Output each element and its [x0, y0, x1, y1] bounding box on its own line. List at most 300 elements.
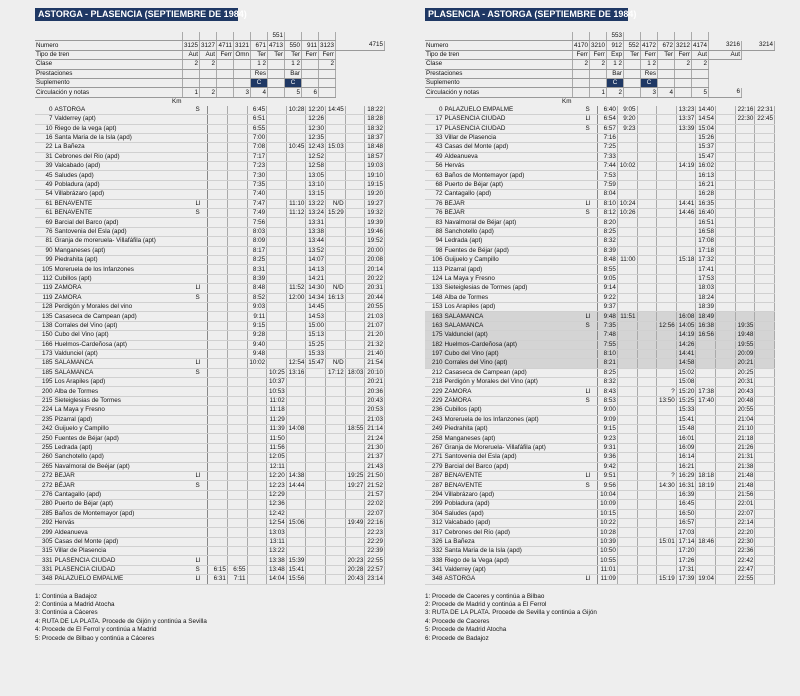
time-cell — [637, 528, 657, 537]
station-name: SALAMANCA — [443, 312, 584, 321]
time-cell — [247, 547, 267, 556]
km-cell: 49 — [35, 180, 53, 189]
time-cell: 12:26 — [306, 115, 326, 124]
time-cell: 20:10 — [365, 368, 385, 377]
arrival-departure-flag — [194, 340, 207, 349]
time-cell: 9:42 — [598, 462, 618, 471]
time-cell — [617, 462, 637, 471]
km-cell: 99 — [35, 255, 53, 264]
time-cell: 11:01 — [598, 565, 618, 574]
time-cell — [227, 321, 247, 330]
time-cell — [716, 443, 736, 452]
time-cell: 21:18 — [735, 434, 755, 443]
arrival-departure-flag — [194, 349, 207, 358]
time-cell — [345, 312, 365, 321]
time-cell — [267, 284, 287, 293]
time-cell — [617, 246, 637, 255]
header-cell — [268, 78, 285, 87]
time-cell: 14:34 — [306, 293, 326, 302]
time-cell: 17:26 — [676, 556, 696, 565]
time-cell: 22:55 — [365, 556, 385, 565]
km-cell: 287 — [425, 481, 443, 490]
time-cell: 12:23 — [267, 481, 287, 490]
km-cell: 43 — [425, 143, 443, 152]
time-cell — [227, 106, 247, 115]
time-cell: 19:46 — [365, 227, 385, 236]
time-cell — [755, 199, 775, 208]
time-cell — [716, 265, 736, 274]
header-cell: 2 — [590, 60, 607, 69]
time-cell — [345, 387, 365, 396]
time-cell: 14:26 — [676, 340, 696, 349]
time-cell — [617, 321, 637, 330]
table-row — [35, 180, 385, 189]
time-cell — [286, 162, 306, 171]
time-cell: 15:47 — [696, 152, 716, 161]
time-cell — [306, 434, 326, 443]
time-cell — [755, 265, 775, 274]
time-cell — [657, 453, 677, 462]
time-cell — [326, 331, 346, 340]
time-cell: 9:22 — [598, 293, 618, 302]
time-cell: 12:05 — [267, 453, 287, 462]
table-row — [35, 143, 385, 152]
station-name: Perdigón y Morales del Vino (apt) — [443, 378, 584, 387]
station-name: ZAMORA — [443, 396, 584, 405]
header-cell: Ter — [251, 50, 268, 59]
time-cell — [637, 133, 657, 142]
station-name: Pobladura (apd) — [53, 180, 194, 189]
time-cell — [617, 396, 637, 405]
station-name: Villar de Plasencia — [53, 547, 194, 556]
time-cell: 13:10 — [306, 180, 326, 189]
time-cell — [247, 415, 267, 424]
km-cell: 200 — [35, 387, 53, 396]
table-row — [35, 152, 385, 161]
time-cell: 14:40 — [696, 106, 716, 115]
time-cell: 7:00 — [247, 133, 267, 142]
time-cell: 16:35 — [696, 199, 716, 208]
table-row — [425, 302, 775, 311]
km-cell: 45 — [35, 171, 53, 180]
time-cell — [345, 321, 365, 330]
time-cell — [617, 518, 637, 527]
station-name: ZAMORA — [53, 284, 194, 293]
time-cell: 20:44 — [365, 293, 385, 302]
time-cell: 8:10 — [598, 199, 618, 208]
time-cell: 10:28 — [598, 528, 618, 537]
time-cell — [696, 415, 716, 424]
time-cell: 9:14 — [598, 284, 618, 293]
time-cell — [716, 321, 736, 330]
time-cell — [637, 321, 657, 330]
time-cell — [247, 443, 267, 452]
time-cell — [326, 265, 346, 274]
time-cell — [286, 218, 306, 227]
time-cell — [617, 190, 637, 199]
table-row — [35, 171, 385, 180]
time-cell: 12:00 — [286, 293, 306, 302]
time-cell: 12:52 — [306, 152, 326, 161]
time-cell — [286, 349, 306, 358]
time-cell — [657, 349, 677, 358]
time-cell — [755, 162, 775, 171]
time-cell — [676, 237, 696, 246]
table-row — [35, 387, 385, 396]
time-cell — [716, 415, 736, 424]
time-cell — [637, 547, 657, 556]
time-cell — [326, 227, 346, 236]
station-name: BENAVENTE — [53, 199, 194, 208]
time-cell — [755, 556, 775, 565]
time-cell: 18:22 — [365, 106, 385, 115]
station-name: Corrales del Vino (apt) — [443, 359, 584, 368]
time-cell — [716, 218, 736, 227]
time-cell — [755, 227, 775, 236]
time-cell: 21:20 — [365, 331, 385, 340]
table-row — [425, 471, 775, 480]
time-cell — [208, 106, 228, 115]
time-cell — [267, 349, 287, 358]
time-cell — [208, 152, 228, 161]
time-cell — [208, 425, 228, 434]
time-cell: 16:14 — [676, 453, 696, 462]
time-cell — [617, 471, 637, 480]
km-cell: 112 — [35, 274, 53, 283]
time-cell: 18:48 — [365, 143, 385, 152]
km-cell: 0 — [425, 106, 443, 115]
km-cell: 242 — [35, 425, 53, 434]
time-cell — [617, 349, 637, 358]
station-name: Manganeses (apt) — [53, 246, 194, 255]
table-row — [35, 124, 385, 133]
time-cell: 11:52 — [286, 284, 306, 293]
time-cell: 9:36 — [598, 453, 618, 462]
km-cell: 292 — [35, 518, 53, 527]
time-cell: 9:56 — [598, 481, 618, 490]
time-cell — [657, 265, 677, 274]
time-cell: 10:04 — [598, 490, 618, 499]
time-cell: 7:08 — [247, 143, 267, 152]
time-cell — [716, 537, 736, 546]
km-cell: 304 — [425, 509, 443, 518]
header-label: Clase — [425, 60, 573, 69]
station-name: Granja de moreruela- Villafáfila (apt) — [53, 237, 194, 246]
time-cell — [617, 500, 637, 509]
time-cell — [617, 152, 637, 161]
km-cell: 224 — [35, 406, 53, 415]
time-cell — [637, 265, 657, 274]
time-cell — [637, 152, 657, 161]
time-cell: 18:24 — [696, 293, 716, 302]
time-cell — [637, 406, 657, 415]
time-cell — [208, 133, 228, 142]
time-cell: 18:55 — [345, 425, 365, 434]
arrival-departure-flag — [194, 312, 207, 321]
time-cell — [755, 378, 775, 387]
header-cell — [573, 69, 590, 78]
time-cell: 9:00 — [598, 406, 618, 415]
time-cell: 7:59 — [598, 180, 618, 189]
time-cell: 15:19 — [657, 575, 677, 584]
km-cell: 68 — [425, 180, 443, 189]
header-cell — [590, 78, 607, 87]
time-cell — [306, 518, 326, 527]
time-cell: 21:50 — [365, 471, 385, 480]
table-row — [35, 500, 385, 509]
time-cell: 8:53 — [598, 396, 618, 405]
header-cell: Aut — [200, 50, 217, 59]
time-cell: 16:57 — [676, 518, 696, 527]
time-cell — [617, 481, 637, 490]
time-cell: 11:10 — [286, 199, 306, 208]
time-cell: 7:35 — [247, 180, 267, 189]
arrival-departure-flag: S — [584, 124, 597, 133]
time-cell — [716, 133, 736, 142]
time-cell — [657, 518, 677, 527]
km-cell: 22 — [35, 143, 53, 152]
time-cell: 23:14 — [365, 575, 385, 584]
time-cell: 17:39 — [676, 575, 696, 584]
arrival-departure-flag: Ll — [194, 199, 207, 208]
time-cell — [617, 575, 637, 584]
time-cell: 22:42 — [735, 556, 755, 565]
time-cell — [755, 396, 775, 405]
time-cell: 14:07 — [306, 255, 326, 264]
km-cell: 255 — [35, 443, 53, 452]
header-cell: Ferr — [675, 50, 692, 59]
station-name: Navalmoral de Béjar (apt) — [443, 218, 584, 227]
time-cell: 9:48 — [247, 349, 267, 358]
station-name: Villabrázaro (apd) — [443, 490, 584, 499]
time-cell — [755, 293, 775, 302]
km-cell: 163 — [425, 321, 443, 330]
time-cell — [617, 340, 637, 349]
time-cell — [306, 443, 326, 452]
time-cell — [208, 490, 228, 499]
time-cell — [345, 124, 365, 133]
time-cell — [345, 180, 365, 189]
table-row — [425, 218, 775, 227]
time-cell: 15:08 — [676, 378, 696, 387]
time-cell — [735, 209, 755, 218]
table-row — [425, 359, 775, 368]
km-cell: 332 — [425, 547, 443, 556]
time-cell — [208, 340, 228, 349]
arrival-departure-flag — [194, 143, 207, 152]
time-cell: 20:43 — [345, 575, 365, 584]
table-row — [425, 199, 775, 208]
table-row — [35, 575, 385, 584]
time-cell: 19:04 — [696, 575, 716, 584]
time-cell: 7:48 — [598, 331, 618, 340]
table-row — [425, 556, 775, 565]
time-cell — [208, 209, 228, 218]
km-cell: 105 — [35, 265, 53, 274]
time-cell — [617, 387, 637, 396]
time-cell: 9:23 — [598, 434, 618, 443]
time-cell: 19:48 — [735, 331, 755, 340]
station-name: Valdunciel (apt) — [443, 331, 584, 340]
time-cell — [227, 246, 247, 255]
header-cell — [302, 78, 319, 87]
time-cell — [208, 190, 228, 199]
time-cell — [637, 312, 657, 321]
time-cell — [755, 190, 775, 199]
time-cell — [345, 509, 365, 518]
table-row — [425, 331, 775, 340]
header-cell — [285, 32, 302, 41]
arrival-departure-flag — [584, 227, 597, 236]
right-header-table — [425, 32, 775, 106]
legend-item: 4: RUTA DE LA PLATA. Procede de Gijón y continúa a Sevilla — [35, 617, 207, 625]
time-cell — [267, 152, 287, 161]
time-cell — [247, 368, 267, 377]
km-cell: 0 — [35, 106, 53, 115]
time-cell: 7:49 — [247, 209, 267, 218]
header-cell — [573, 78, 590, 87]
arrival-departure-flag — [194, 255, 207, 264]
station-name: Sanchotello (apd) — [53, 453, 194, 462]
time-cell — [637, 227, 657, 236]
time-cell — [657, 565, 677, 574]
time-cell — [657, 209, 677, 218]
time-cell — [657, 406, 677, 415]
arrival-departure-flag — [194, 490, 207, 499]
station-name: Cebrones del Río (apd) — [443, 528, 584, 537]
time-cell: 19:27 — [365, 199, 385, 208]
header-row — [35, 32, 385, 41]
time-cell — [617, 378, 637, 387]
time-cell — [716, 152, 736, 161]
header-cell: 2 — [319, 60, 336, 69]
table-row — [425, 575, 775, 584]
time-cell — [657, 425, 677, 434]
table-row — [35, 556, 385, 565]
km-cell: 76 — [425, 199, 443, 208]
time-cell — [676, 171, 696, 180]
km-cell: 326 — [425, 537, 443, 546]
arrival-departure-flag — [194, 396, 207, 405]
time-cell: 20:21 — [365, 378, 385, 387]
table-row — [425, 443, 775, 452]
table-row — [425, 209, 775, 218]
time-cell — [637, 293, 657, 302]
time-cell — [286, 443, 306, 452]
header-cell: 3125 — [184, 41, 199, 49]
header-cell — [268, 60, 285, 69]
header-cell: 3121 — [235, 41, 250, 49]
arrival-departure-flag: S — [584, 321, 597, 330]
time-cell — [755, 425, 775, 434]
time-cell: 7:56 — [247, 218, 267, 227]
time-cell: 15:01 — [657, 537, 677, 546]
time-cell — [657, 443, 677, 452]
time-cell — [267, 218, 287, 227]
time-cell: 15:41 — [676, 415, 696, 424]
time-cell: 18:18 — [696, 471, 716, 480]
time-cell — [716, 453, 736, 462]
time-cell — [326, 528, 346, 537]
arrival-departure-flag — [194, 237, 207, 246]
time-cell: 6:15 — [208, 565, 228, 574]
legend-item: 5: Procede de Madrid Atocha — [425, 626, 507, 634]
time-cell — [755, 368, 775, 377]
time-cell: 15:56 — [286, 575, 306, 584]
time-cell — [755, 453, 775, 462]
table-row — [425, 321, 775, 330]
station-name: Valderrey (apt) — [53, 115, 194, 124]
time-cell: 7:40 — [247, 190, 267, 199]
time-cell — [755, 284, 775, 293]
header-cell: Ter — [268, 50, 285, 59]
time-cell — [657, 246, 677, 255]
station-name: Sieteiglesias de Tormes — [53, 396, 194, 405]
arrival-departure-flag — [584, 547, 597, 556]
header-row — [425, 50, 775, 59]
station-name: Saludes (apd) — [53, 171, 194, 180]
time-cell — [716, 255, 736, 264]
station-name: La Maya y Fresno — [53, 406, 194, 415]
header-cell — [234, 60, 251, 69]
time-cell — [637, 500, 657, 509]
time-cell: 16:09 — [676, 443, 696, 452]
time-cell: 22:57 — [365, 565, 385, 574]
time-cell — [267, 312, 287, 321]
km-cell: 348 — [425, 575, 443, 584]
header-row — [425, 88, 775, 97]
arrival-departure-flag — [194, 425, 207, 434]
time-cell — [676, 180, 696, 189]
time-cell — [345, 396, 365, 405]
header-cell — [319, 78, 336, 87]
table-row — [35, 302, 385, 311]
arrival-departure-flag — [194, 443, 207, 452]
arrival-departure-flag — [194, 537, 207, 546]
time-cell — [326, 556, 346, 565]
time-cell: 9:05 — [617, 106, 637, 115]
time-cell: 14:58 — [676, 359, 696, 368]
time-cell — [716, 565, 736, 574]
time-cell — [306, 537, 326, 546]
time-cell — [716, 274, 736, 283]
station-name: Alba de Tormes — [443, 293, 584, 302]
header-cell: 2 — [200, 88, 217, 97]
time-cell: 14:54 — [696, 115, 716, 124]
time-cell — [326, 434, 346, 443]
time-cell — [637, 246, 657, 255]
arrival-departure-flag — [584, 425, 597, 434]
time-cell — [637, 171, 657, 180]
time-cell: 6:55 — [227, 565, 247, 574]
time-cell — [657, 528, 677, 537]
time-cell: 17:32 — [696, 255, 716, 264]
time-cell — [267, 133, 287, 142]
time-cell — [267, 331, 287, 340]
time-cell — [735, 293, 755, 302]
km-cell: 148 — [425, 293, 443, 302]
time-cell — [286, 537, 306, 546]
time-cell: 17:53 — [696, 274, 716, 283]
arrival-departure-flag — [584, 434, 597, 443]
arrival-departure-flag — [194, 218, 207, 227]
legend-item: 3: RUTA DE LA PLATA. Procede de Sevilla y continúa a Gijón — [425, 609, 597, 617]
time-cell — [306, 425, 326, 434]
time-cell: 12:54 — [267, 518, 287, 527]
arrival-departure-flag — [584, 528, 597, 537]
time-cell — [617, 528, 637, 537]
header-cell: C — [641, 78, 658, 87]
